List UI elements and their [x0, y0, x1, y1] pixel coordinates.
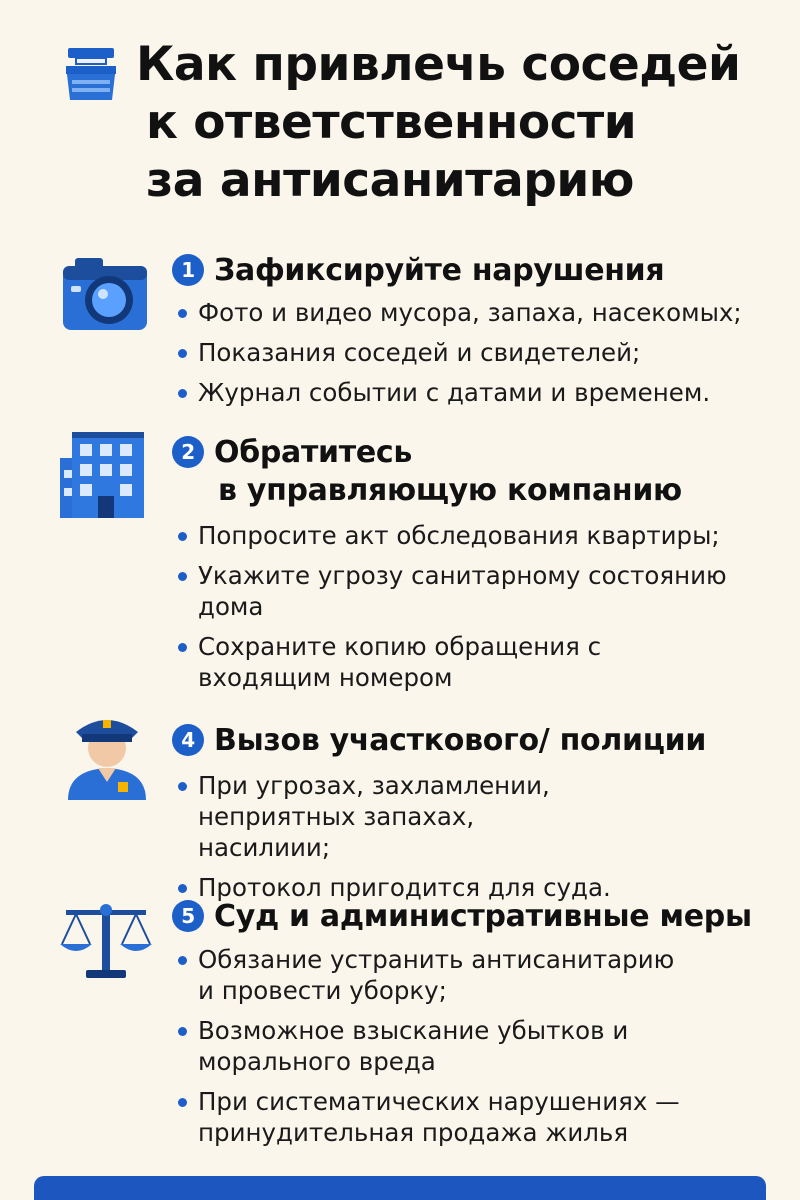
page-title [136, 36, 741, 210]
step-number-badge: 5 [172, 900, 204, 932]
list-item: Журнал событии с датами и временем. [176, 377, 796, 408]
list-item: Попросите акт обследования квартиры; [176, 520, 796, 551]
section-heading [172, 252, 664, 290]
scales-of-justice-icon [56, 900, 156, 980]
step-number-badge: 2 [172, 436, 204, 468]
list-item: При систематических нарушениях — принудительная продажа жилья [176, 1086, 696, 1148]
list-item: Укажите угрозу санитарному состоянию дома [176, 560, 736, 622]
list-item: Обязание устранить антисанитарию и провести уборку; [176, 944, 696, 1006]
list-item: Протокол пригодится для суда. [176, 872, 796, 903]
building-icon [58, 430, 148, 520]
title-line-2: к ответственности [146, 95, 637, 150]
camera-icon [58, 254, 150, 334]
section-items [176, 297, 796, 417]
list-item: Показания соседей и свидетелей; [176, 337, 796, 368]
list-item: Возможное взыскание убытков и морального вреда [176, 1015, 636, 1077]
trash-bin-icon [62, 46, 120, 102]
section-items [176, 944, 796, 1157]
bottom-banner [34, 1176, 766, 1200]
section-heading-continuation: в управляющую компанию [218, 473, 682, 508]
section-heading-text: Обратитесь [214, 435, 413, 470]
section-items [176, 770, 796, 912]
list-item: При угрозах, захламлении, неприятных запахах, насилиии; [176, 770, 596, 863]
title-line-1: Как привлечь соседей [136, 37, 741, 92]
title-line-3: за антисанитарию [146, 153, 634, 208]
section-heading-text: Суд и административные меры [214, 899, 752, 934]
section-heading-text: Зафиксируйте нарушения [214, 253, 665, 288]
section-heading [172, 434, 682, 510]
police-officer-icon [62, 708, 152, 803]
list-item: Фото и видео мусора, запаха, насекомых; [176, 297, 796, 328]
section-heading [172, 898, 752, 936]
section-heading-text: Вызов участкового/ полиции [214, 723, 707, 758]
list-item: Сохраните копию обращения с входящим номером [176, 631, 616, 693]
step-number-badge: 4 [172, 724, 204, 756]
step-number-badge: 1 [172, 254, 204, 286]
section-heading [172, 722, 706, 760]
section-items [176, 520, 796, 702]
